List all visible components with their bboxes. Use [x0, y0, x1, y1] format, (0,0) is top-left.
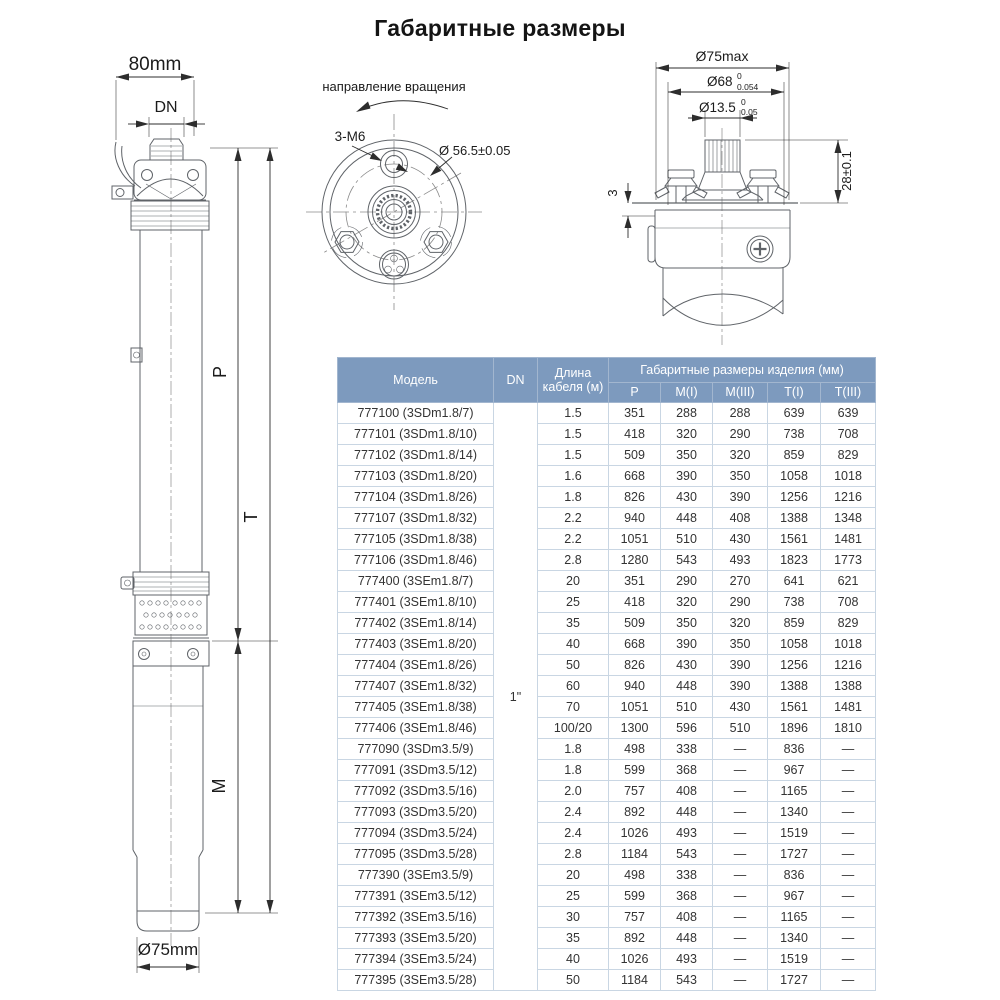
- value-cell: 1.5: [538, 424, 609, 445]
- value-cell: 1.6: [538, 466, 609, 487]
- value-cell: 448: [661, 676, 713, 697]
- value-cell: 493: [661, 823, 713, 844]
- value-cell: 708: [821, 592, 876, 613]
- model-cell: 777395 (3SEm3.5/28): [338, 970, 494, 991]
- dim-p-label: P: [210, 365, 230, 379]
- value-cell: 892: [609, 928, 661, 949]
- table-row: [338, 907, 876, 928]
- lower-cylinder-break: [663, 268, 783, 325]
- value-cell: 350: [661, 613, 713, 634]
- dim-d68-tol-lower: 0.054: [737, 82, 759, 92]
- value-cell: —: [713, 949, 768, 970]
- value-cell: 967: [768, 760, 821, 781]
- value-cell: 599: [609, 886, 661, 907]
- model-cell: 777091 (3SDm3.5/12): [338, 760, 494, 781]
- value-cell: 836: [768, 865, 821, 886]
- body-screw: [747, 236, 773, 262]
- value-cell: 493: [661, 949, 713, 970]
- terminal-right: [737, 170, 789, 203]
- model-cell: 777391 (3SEm3.5/12): [338, 886, 494, 907]
- value-cell: 1058: [768, 634, 821, 655]
- dim-80mm-label: 80mm: [128, 54, 182, 75]
- value-cell: 1519: [768, 949, 821, 970]
- model-cell: 777103 (3SDm1.8/20): [338, 466, 494, 487]
- model-cell: 777105 (3SDm1.8/38): [338, 529, 494, 550]
- value-cell: 1051: [609, 529, 661, 550]
- value-cell: 1823: [768, 550, 821, 571]
- value-cell: 509: [609, 445, 661, 466]
- model-cell: 777404 (3SEm1.8/26): [338, 655, 494, 676]
- value-cell: —: [713, 886, 768, 907]
- value-cell: 2.4: [538, 802, 609, 823]
- value-cell: 390: [713, 676, 768, 697]
- value-cell: 738: [768, 592, 821, 613]
- value-cell: —: [821, 844, 876, 865]
- value-cell: 940: [609, 676, 661, 697]
- value-cell: —: [713, 970, 768, 991]
- value-cell: 20: [538, 571, 609, 592]
- value-cell: 1810: [821, 718, 876, 739]
- value-cell: 1340: [768, 928, 821, 949]
- value-cell: 368: [661, 760, 713, 781]
- value-cell: 493: [713, 550, 768, 571]
- value-cell: 368: [661, 886, 713, 907]
- value-cell: 320: [661, 424, 713, 445]
- col-header-t3: T(III): [821, 383, 876, 403]
- table-row: [338, 949, 876, 970]
- value-cell: —: [821, 865, 876, 886]
- rotation-note-label: направление вращения: [322, 79, 466, 94]
- rotation-arrow-icon: [356, 101, 448, 112]
- value-cell: 859: [768, 445, 821, 466]
- value-cell: 430: [661, 655, 713, 676]
- value-cell: 1388: [821, 676, 876, 697]
- value-cell: 351: [609, 403, 661, 424]
- value-cell: 25: [538, 886, 609, 907]
- value-cell: 826: [609, 487, 661, 508]
- value-cell: 100/20: [538, 718, 609, 739]
- value-cell: 1727: [768, 970, 821, 991]
- value-cell: 1561: [768, 697, 821, 718]
- model-cell: 777392 (3SEm3.5/16): [338, 907, 494, 928]
- value-cell: 2.4: [538, 823, 609, 844]
- value-cell: 1519: [768, 823, 821, 844]
- value-cell: 639: [768, 403, 821, 424]
- value-cell: 408: [661, 907, 713, 928]
- dim-dn-label: DN: [154, 99, 178, 116]
- value-cell: 40: [538, 634, 609, 655]
- dim-p: [235, 148, 242, 641]
- table-row: [338, 466, 876, 487]
- value-cell: 418: [609, 592, 661, 613]
- value-cell: 1.5: [538, 445, 609, 466]
- model-cell: 777403 (3SEm1.8/20): [338, 634, 494, 655]
- value-cell: 40: [538, 949, 609, 970]
- value-cell: 1348: [821, 508, 876, 529]
- dim-3-label: 3: [605, 189, 620, 197]
- model-cell: 777106 (3SDm1.8/46): [338, 550, 494, 571]
- value-cell: 1561: [768, 529, 821, 550]
- table-row: [338, 739, 876, 760]
- value-cell: 1256: [768, 487, 821, 508]
- dimensions-table: [337, 357, 876, 991]
- table-row: [338, 403, 876, 424]
- col-header-dims-group: Габаритные размеры изделия (мм): [609, 358, 876, 383]
- value-cell: 2.2: [538, 529, 609, 550]
- col-header-t1: T(I): [768, 383, 821, 403]
- value-cell: 390: [713, 655, 768, 676]
- value-cell: 430: [713, 697, 768, 718]
- dim-28-label: 28±0.1: [839, 151, 854, 191]
- table-row: [338, 613, 876, 634]
- col-header-dn: DN: [494, 358, 538, 403]
- value-cell: 708: [821, 424, 876, 445]
- value-cell: 448: [661, 802, 713, 823]
- bolt-spec-label: 3-M6: [334, 129, 366, 144]
- cable-and-clamp: [112, 142, 141, 199]
- value-cell: —: [713, 781, 768, 802]
- pump-tube: [131, 230, 202, 572]
- value-cell: 50: [538, 970, 609, 991]
- value-cell: 543: [661, 550, 713, 571]
- table-body: [338, 403, 876, 991]
- table-header: [338, 358, 876, 403]
- value-cell: 2.8: [538, 550, 609, 571]
- model-cell: 777405 (3SEm1.8/38): [338, 697, 494, 718]
- value-cell: —: [821, 886, 876, 907]
- pump-side-view-drawing: [85, 45, 315, 990]
- value-cell: 1216: [821, 487, 876, 508]
- value-cell: 430: [661, 487, 713, 508]
- value-cell: 757: [609, 781, 661, 802]
- model-cell: 777094 (3SDm3.5/24): [338, 823, 494, 844]
- table-row: [338, 760, 876, 781]
- model-cell: 777100 (3SDm1.8/7): [338, 403, 494, 424]
- value-cell: 829: [821, 613, 876, 634]
- value-cell: —: [713, 823, 768, 844]
- value-cell: 1051: [609, 697, 661, 718]
- value-cell: 1727: [768, 844, 821, 865]
- value-cell: 2.0: [538, 781, 609, 802]
- dim-m: [235, 641, 242, 913]
- value-cell: —: [821, 907, 876, 928]
- value-cell: 390: [661, 466, 713, 487]
- value-cell: 390: [713, 487, 768, 508]
- value-cell: 320: [661, 592, 713, 613]
- value-cell: —: [821, 739, 876, 760]
- value-cell: 543: [661, 844, 713, 865]
- table-row: [338, 487, 876, 508]
- model-cell: 777090 (3SDm3.5/9): [338, 739, 494, 760]
- value-cell: 350: [661, 445, 713, 466]
- table-row: [338, 529, 876, 550]
- value-cell: 1.8: [538, 487, 609, 508]
- value-cell: 1256: [768, 655, 821, 676]
- value-cell: 1058: [768, 466, 821, 487]
- value-cell: 351: [609, 571, 661, 592]
- model-cell: 777107 (3SDm1.8/32): [338, 508, 494, 529]
- value-cell: 1026: [609, 823, 661, 844]
- value-cell: —: [821, 760, 876, 781]
- value-cell: 2.2: [538, 508, 609, 529]
- table-row: [338, 676, 876, 697]
- value-cell: 668: [609, 634, 661, 655]
- value-cell: 498: [609, 739, 661, 760]
- value-cell: 35: [538, 928, 609, 949]
- value-cell: 836: [768, 739, 821, 760]
- value-cell: —: [713, 739, 768, 760]
- value-cell: 510: [713, 718, 768, 739]
- value-cell: 621: [821, 571, 876, 592]
- value-cell: 1300: [609, 718, 661, 739]
- table-row: [338, 508, 876, 529]
- value-cell: 668: [609, 466, 661, 487]
- shaft-view-dimensions: [622, 62, 848, 238]
- table-row: [338, 886, 876, 907]
- value-cell: 1.8: [538, 760, 609, 781]
- value-cell: 350: [713, 634, 768, 655]
- table-row: [338, 865, 876, 886]
- value-cell: 70: [538, 697, 609, 718]
- value-cell: —: [821, 928, 876, 949]
- model-cell: 777104 (3SDm1.8/26): [338, 487, 494, 508]
- model-cell: 777092 (3SDm3.5/16): [338, 781, 494, 802]
- value-cell: 1388: [768, 508, 821, 529]
- value-cell: 641: [768, 571, 821, 592]
- value-cell: —: [821, 823, 876, 844]
- value-cell: 1.5: [538, 403, 609, 424]
- table-row: [338, 718, 876, 739]
- value-cell: 1184: [609, 970, 661, 991]
- table-row: [338, 697, 876, 718]
- motor-outline: [632, 140, 798, 325]
- dim-d75max-label: Ø75max: [695, 48, 749, 64]
- dn-value-cell: 1": [494, 403, 538, 991]
- table-row: [338, 424, 876, 445]
- model-cell: 777406 (3SEm1.8/46): [338, 718, 494, 739]
- model-cell: 777390 (3SEm3.5/9): [338, 865, 494, 886]
- value-cell: 2.8: [538, 844, 609, 865]
- value-cell: 1216: [821, 655, 876, 676]
- model-cell: 777095 (3SDm3.5/28): [338, 844, 494, 865]
- value-cell: 338: [661, 865, 713, 886]
- dim-d75-label: Ø75mm: [137, 940, 199, 959]
- value-cell: 1018: [821, 634, 876, 655]
- value-cell: 1481: [821, 697, 876, 718]
- table-row: [338, 550, 876, 571]
- table-row: [338, 592, 876, 613]
- value-cell: 1481: [821, 529, 876, 550]
- pump-head: [134, 160, 206, 200]
- page-title: Габаритные размеры: [374, 15, 626, 41]
- value-cell: 967: [768, 886, 821, 907]
- value-cell: 1773: [821, 550, 876, 571]
- table-row: [338, 655, 876, 676]
- dim-d13-5-tol-upper: 0: [741, 97, 746, 107]
- value-cell: 510: [661, 697, 713, 718]
- dim-dn: [128, 117, 205, 137]
- model-cell: 777093 (3SDm3.5/20): [338, 802, 494, 823]
- value-cell: 510: [661, 529, 713, 550]
- value-cell: 1184: [609, 844, 661, 865]
- value-cell: —: [713, 760, 768, 781]
- model-cell: 777401 (3SEm1.8/10): [338, 592, 494, 613]
- value-cell: 320: [713, 613, 768, 634]
- pump-outline: [112, 139, 209, 931]
- value-cell: 498: [609, 865, 661, 886]
- value-cell: 350: [713, 466, 768, 487]
- value-cell: 1896: [768, 718, 821, 739]
- value-cell: 940: [609, 508, 661, 529]
- value-cell: 1280: [609, 550, 661, 571]
- value-cell: 408: [661, 781, 713, 802]
- value-cell: —: [713, 928, 768, 949]
- value-cell: 25: [538, 592, 609, 613]
- model-cell: 777101 (3SDm1.8/10): [338, 424, 494, 445]
- value-cell: —: [821, 781, 876, 802]
- motor-body: [632, 203, 798, 268]
- dim-t-label: T: [241, 511, 261, 523]
- dim-t: [267, 148, 274, 913]
- value-cell: 20: [538, 865, 609, 886]
- model-cell: 777393 (3SEm3.5/20): [338, 928, 494, 949]
- model-cell: 777402 (3SEm1.8/14): [338, 613, 494, 634]
- model-cell: 777407 (3SEm1.8/32): [338, 676, 494, 697]
- pump-top-view-drawing: [300, 70, 620, 320]
- dim-m-label: M: [209, 778, 229, 794]
- value-cell: 35: [538, 613, 609, 634]
- value-cell: 338: [661, 739, 713, 760]
- bolt-circle-diameter-label: Ø 56.5±0.05: [439, 143, 511, 158]
- model-cell: 777394 (3SEm3.5/24): [338, 949, 494, 970]
- value-cell: 826: [609, 655, 661, 676]
- value-cell: 290: [713, 424, 768, 445]
- value-cell: 50: [538, 655, 609, 676]
- value-cell: 1165: [768, 907, 821, 928]
- table-row: [338, 571, 876, 592]
- table-row: [338, 802, 876, 823]
- value-cell: 290: [661, 571, 713, 592]
- value-cell: 892: [609, 802, 661, 823]
- dim-d68-tol-upper: 0: [737, 71, 742, 81]
- table-row: [338, 823, 876, 844]
- value-cell: 418: [609, 424, 661, 445]
- dim-d13-5-tol-lower: 0.05: [741, 107, 758, 117]
- value-cell: 509: [609, 613, 661, 634]
- table-row: [338, 970, 876, 991]
- table-row: [338, 781, 876, 802]
- value-cell: 1018: [821, 466, 876, 487]
- table-row: [338, 844, 876, 865]
- value-cell: 543: [661, 970, 713, 991]
- threaded-section: [121, 572, 209, 595]
- value-cell: 408: [713, 508, 768, 529]
- value-cell: 1.8: [538, 739, 609, 760]
- discharge-port: [150, 139, 183, 160]
- value-cell: —: [821, 970, 876, 991]
- value-cell: 288: [713, 403, 768, 424]
- value-cell: 596: [661, 718, 713, 739]
- motor-shaft-view-drawing: [600, 40, 900, 350]
- col-header-m1: M(I): [661, 383, 713, 403]
- value-cell: 1388: [768, 676, 821, 697]
- dimensions-table-wrap: [337, 357, 876, 991]
- col-header-cable: Длина кабеля (м): [538, 358, 609, 403]
- table-row: [338, 445, 876, 466]
- value-cell: 1340: [768, 802, 821, 823]
- value-cell: —: [821, 802, 876, 823]
- model-cell: 777400 (3SEm1.8/7): [338, 571, 494, 592]
- col-header-model: Модель: [338, 358, 494, 403]
- value-cell: 829: [821, 445, 876, 466]
- value-cell: 390: [661, 634, 713, 655]
- value-cell: 599: [609, 760, 661, 781]
- value-cell: 270: [713, 571, 768, 592]
- value-cell: 1026: [609, 949, 661, 970]
- table-row: [338, 928, 876, 949]
- upper-collar: [131, 201, 209, 230]
- value-cell: 288: [661, 403, 713, 424]
- value-cell: 1165: [768, 781, 821, 802]
- value-cell: 738: [768, 424, 821, 445]
- dim-d68-label: Ø68: [707, 74, 733, 89]
- dim-28: [745, 140, 848, 203]
- value-cell: —: [713, 865, 768, 886]
- value-cell: 448: [661, 928, 713, 949]
- value-cell: 639: [821, 403, 876, 424]
- value-cell: —: [713, 907, 768, 928]
- value-cell: —: [713, 802, 768, 823]
- value-cell: 60: [538, 676, 609, 697]
- value-cell: —: [713, 844, 768, 865]
- value-cell: 30: [538, 907, 609, 928]
- col-header-m3: M(III): [713, 383, 768, 403]
- dim-3: [622, 183, 655, 238]
- value-cell: 430: [713, 529, 768, 550]
- table-row: [338, 634, 876, 655]
- value-cell: —: [821, 949, 876, 970]
- motor-section: [133, 666, 203, 931]
- dim-d13-5-label: Ø13.5: [699, 100, 736, 115]
- value-cell: 757: [609, 907, 661, 928]
- value-cell: 320: [713, 445, 768, 466]
- col-header-p: P: [609, 383, 661, 403]
- value-cell: 859: [768, 613, 821, 634]
- model-cell: 777102 (3SDm1.8/14): [338, 445, 494, 466]
- bolt-hole-lower-left: [332, 227, 363, 258]
- value-cell: 448: [661, 508, 713, 529]
- value-cell: 290: [713, 592, 768, 613]
- bolt-hole-lower-right: [421, 227, 452, 258]
